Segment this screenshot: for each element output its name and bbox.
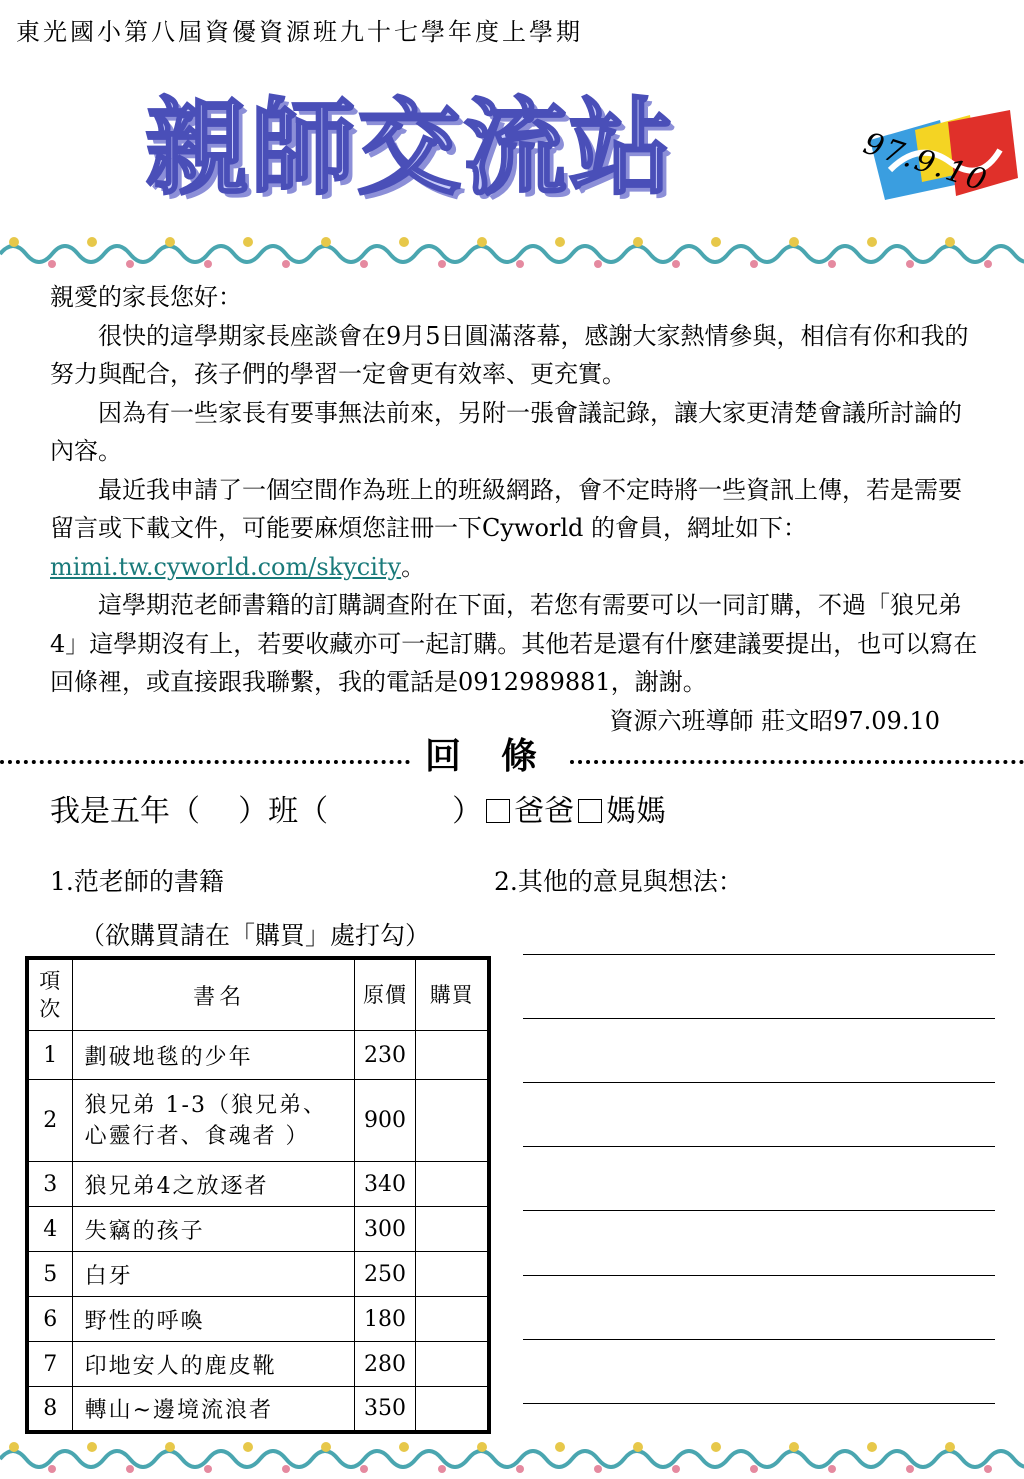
table-row — [27, 1297, 489, 1342]
row-buy-cell[interactable] — [416, 1297, 489, 1342]
row-no: 8 — [27, 1387, 72, 1432]
comment-line[interactable] — [523, 1018, 995, 1019]
signature: 資源六班導師 莊文昭97.09.10 — [609, 706, 940, 735]
row-buy-cell[interactable] — [416, 1252, 489, 1297]
row-no: 1 — [27, 1031, 72, 1080]
paragraph-1: 很快的這學期家長座談會在9月5日圓滿落幕，感謝大家熱情參與，相信有你和我的努力與配合，孩子們的學習一定會更有效率、更充實。 — [50, 321, 969, 388]
row-no: 5 — [27, 1252, 72, 1297]
row-price: 230 — [354, 1031, 416, 1080]
comment-line[interactable] — [523, 1146, 995, 1147]
row-no: 2 — [27, 1080, 72, 1162]
identity-prefix: 我是五年（ ）班（ ） — [50, 794, 483, 829]
letter-body — [50, 278, 978, 740]
row-buy-cell[interactable] — [416, 1162, 489, 1207]
question-2-label: 2.其他的意見與想法： — [494, 867, 743, 896]
row-price: 300 — [354, 1207, 416, 1252]
mom-checkbox[interactable] — [578, 799, 602, 823]
greeting: 親愛的家長您好： — [50, 283, 242, 311]
reply-slip-title: 回條 — [425, 735, 578, 777]
paragraph-4: 這學期范老師書籍的訂購調查附在下面，若您有需要可以一同訂購，不過「狼兄弟4」這學期沒有上，若要收藏亦可一起訂購。其他若是還有什麼建議要提出，也可以寫在回條裡，或直接跟我聯繫，我的電話是0912989881，謝謝。 — [50, 591, 978, 696]
comment-line[interactable] — [523, 1082, 995, 1083]
table-row — [27, 1342, 489, 1387]
class-website-link[interactable]: mimi.tw.cyworld.com/skycity — [50, 552, 402, 581]
header-price: 原價 — [354, 958, 416, 1031]
row-no: 4 — [27, 1207, 72, 1252]
book-order-table — [25, 956, 491, 1434]
question-1-note: （欲購買請在「購買」處打勾） — [80, 921, 431, 950]
row-title: 劃破地毯的少年 — [72, 1031, 354, 1080]
row-title: 印地安人的鹿皮靴 — [72, 1342, 354, 1387]
row-price: 340 — [354, 1162, 416, 1207]
page-title: 親師交流站 — [145, 87, 676, 209]
table-row — [27, 1162, 489, 1207]
table-header-row — [27, 958, 489, 1031]
row-no: 6 — [27, 1297, 72, 1342]
row-title: 失竊的孩子 — [72, 1207, 354, 1252]
comment-line[interactable] — [523, 1339, 995, 1340]
row-price: 250 — [354, 1252, 416, 1297]
dad-checkbox[interactable] — [486, 799, 510, 823]
row-buy-cell[interactable] — [416, 1342, 489, 1387]
cut-line-left — [0, 760, 410, 764]
comment-line[interactable] — [523, 1403, 995, 1404]
identity-line — [50, 786, 666, 830]
comment-line[interactable] — [523, 954, 995, 955]
row-price: 280 — [354, 1342, 416, 1387]
paragraph-3 — [50, 471, 978, 587]
row-title: 狼兄弟4之放逐者 — [72, 1162, 354, 1207]
row-buy-cell[interactable] — [416, 1031, 489, 1080]
row-no: 3 — [27, 1162, 72, 1207]
question-1-label: 1.范老師的書籍 — [50, 867, 224, 896]
url-suffix: 。 — [401, 552, 426, 581]
decorative-border-top — [0, 232, 1024, 272]
row-title: 野性的呼喚 — [72, 1297, 354, 1342]
header-title: 書名 — [72, 958, 354, 1031]
table-row — [27, 1207, 489, 1252]
paragraph-2: 因為有一些家長有要事無法前來，另附一張會議記錄，讓大家更清楚會議所討論的內容。 — [50, 398, 962, 465]
row-buy-cell[interactable] — [416, 1207, 489, 1252]
comment-line[interactable] — [523, 1210, 995, 1211]
table-row — [27, 1031, 489, 1080]
dad-label: 爸爸 — [514, 794, 575, 829]
row-buy-cell[interactable] — [416, 1387, 489, 1432]
row-buy-cell[interactable] — [416, 1080, 489, 1162]
row-no: 7 — [27, 1342, 72, 1387]
paragraph-3-text: 最近我申請了一個空間作為班上的班級網路，會不定時將一些資訊上傳，若是需要留言或下載文件，可能要麻煩您註冊一下Cyworld 的會員，網址如下： — [50, 475, 962, 542]
row-title: 轉山~邊境流浪者 — [72, 1387, 354, 1432]
comment-line[interactable] — [523, 1275, 995, 1276]
date-label: 97.9.10 — [859, 126, 993, 200]
table-row — [27, 1387, 489, 1432]
cut-line-right — [570, 760, 1024, 764]
table-row — [27, 1252, 489, 1297]
decorative-border-bottom — [0, 1437, 1024, 1477]
row-price: 350 — [354, 1387, 416, 1432]
row-price: 900 — [354, 1080, 416, 1162]
table-row — [27, 1080, 489, 1162]
header-buy: 購買 — [416, 958, 489, 1031]
row-title: 狼兄弟 1-3（狼兄弟、心靈行者、食魂者 ） — [72, 1080, 354, 1162]
header-no: 項次 — [27, 958, 72, 1031]
mom-label: 媽媽 — [606, 794, 667, 829]
row-title: 白牙 — [72, 1252, 354, 1297]
school-header: 東光國小第八屆資優資源班九十七學年度上學期 — [16, 18, 583, 46]
row-price: 180 — [354, 1297, 416, 1342]
